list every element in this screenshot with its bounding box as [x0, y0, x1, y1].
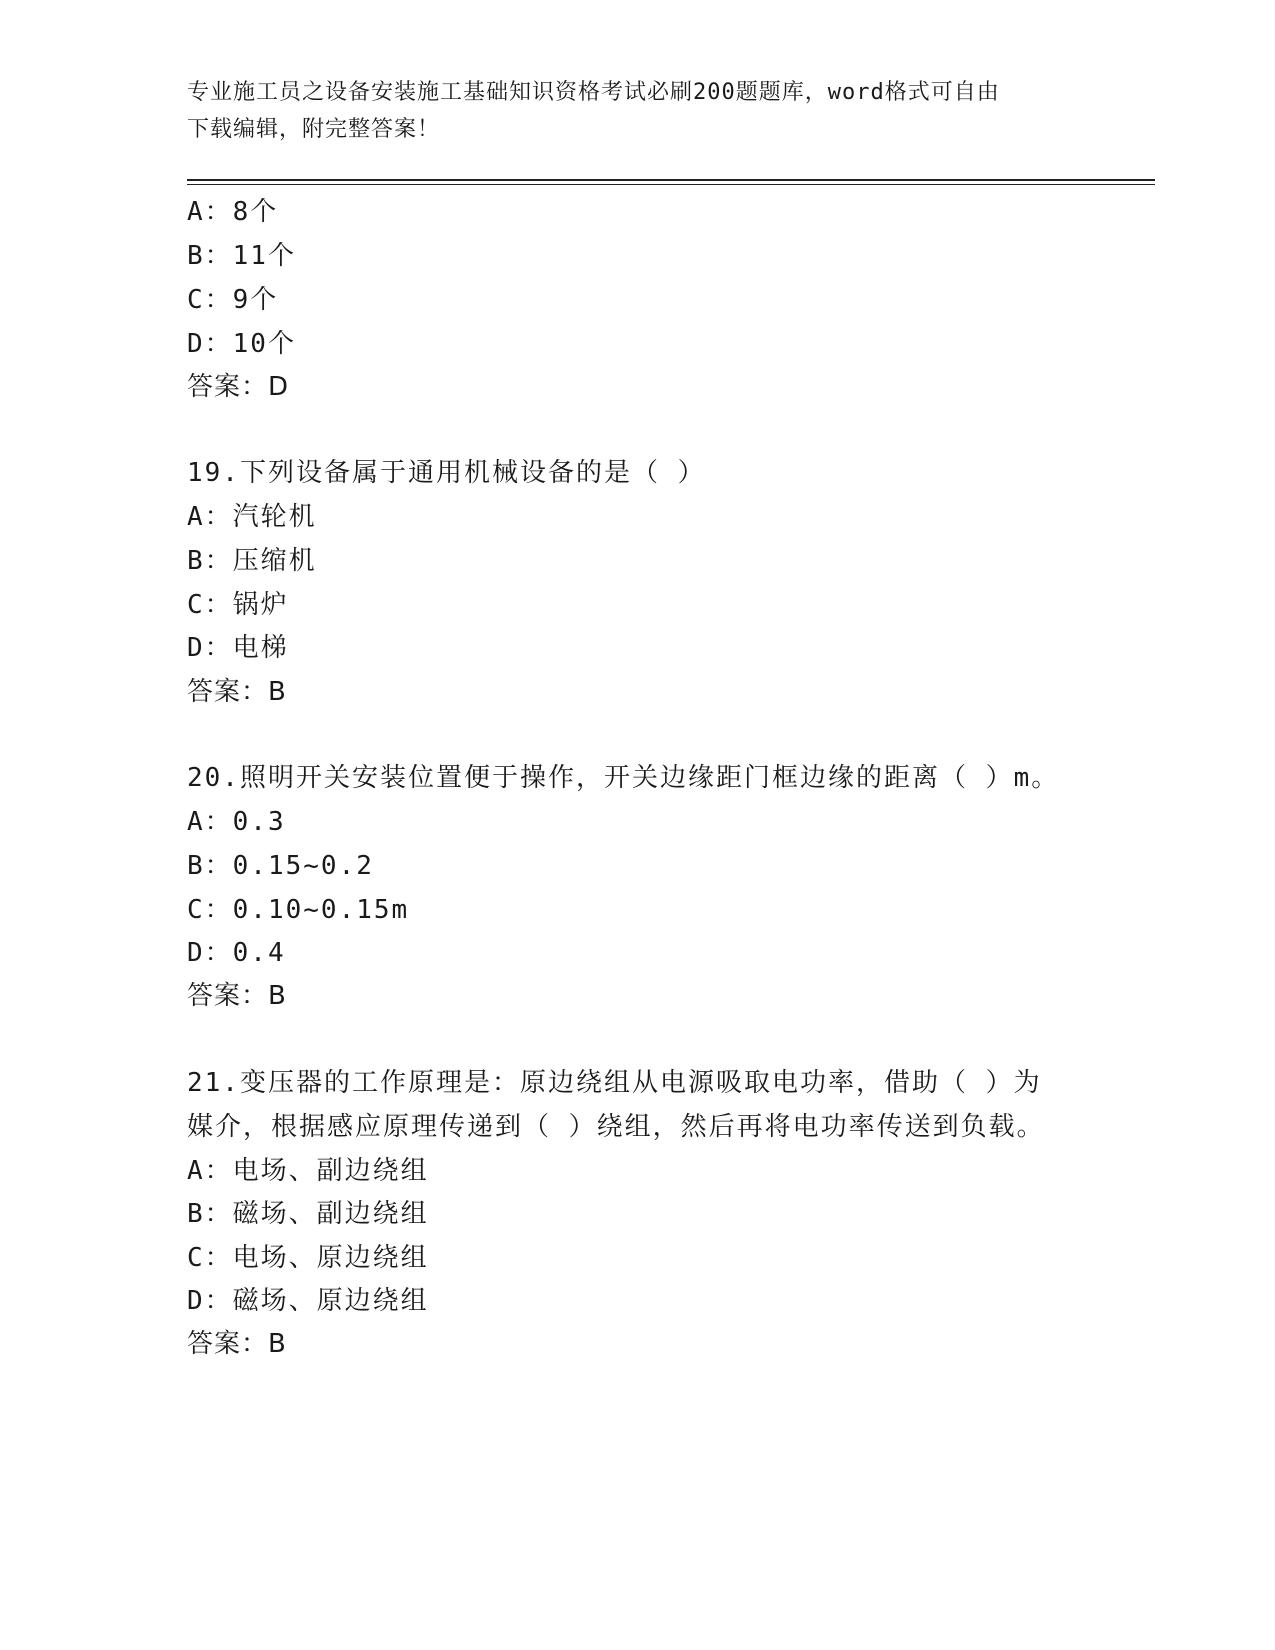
q18-answer: 答案：D [187, 372, 290, 402]
q21-option-a: A：电场、副边绕组 [187, 1156, 429, 1186]
q18-option-b: B：11个 [187, 241, 296, 271]
q21-option-b: B：磁场、副边绕组 [187, 1199, 429, 1229]
q18-option-d: D：10个 [187, 329, 296, 359]
q21-question-line-1: 21.变压器的工作原理是：原边绕组从电源吸取电功率，借助（ ）为 [187, 1068, 1042, 1098]
q19-option-b: B：压缩机 [187, 546, 317, 576]
q19-option-d: D：电梯 [187, 633, 289, 663]
header-divider-thick [187, 179, 1155, 181]
q19-option-c: C：锅炉 [187, 590, 289, 620]
q21-answer: 答案：B [187, 1329, 287, 1359]
q20-option-d: D：0.4 [187, 938, 286, 968]
header-divider-thin [187, 184, 1155, 185]
document-header [187, 74, 1077, 148]
q19-option-a: A：汽轮机 [187, 502, 317, 532]
q20-option-b: B：0.15~0.2 [187, 851, 374, 881]
header-line-2: 下载编辑，附完整答案！ [187, 117, 441, 142]
q20-answer: 答案：B [187, 981, 287, 1011]
q20-option-c: C：0.10~0.15m [187, 895, 410, 925]
q18-option-a: A：8个 [187, 197, 279, 227]
q21-option-c: C：电场、原边绕组 [187, 1243, 429, 1273]
q19-question: 19.下列设备属于通用机械设备的是（ ） [187, 458, 706, 488]
q20-question: 20.照明开关安装位置便于操作，开关边缘距门框边缘的距离（ ）m。 [187, 763, 1060, 793]
header-line-1: 专业施工员之设备安装施工基础知识资格考试必刷200题题库，word格式可自由 [187, 80, 1000, 105]
q20-option-a: A：0.3 [187, 807, 286, 837]
q18-option-c: C：9个 [187, 285, 279, 315]
q21-question-line-2: 媒介，根据感应原理传递到（ ）绕组，然后再将电功率传送到负载。 [187, 1112, 1045, 1142]
q21-option-d: D：磁场、原边绕组 [187, 1286, 429, 1316]
q19-answer: 答案：B [187, 677, 287, 707]
